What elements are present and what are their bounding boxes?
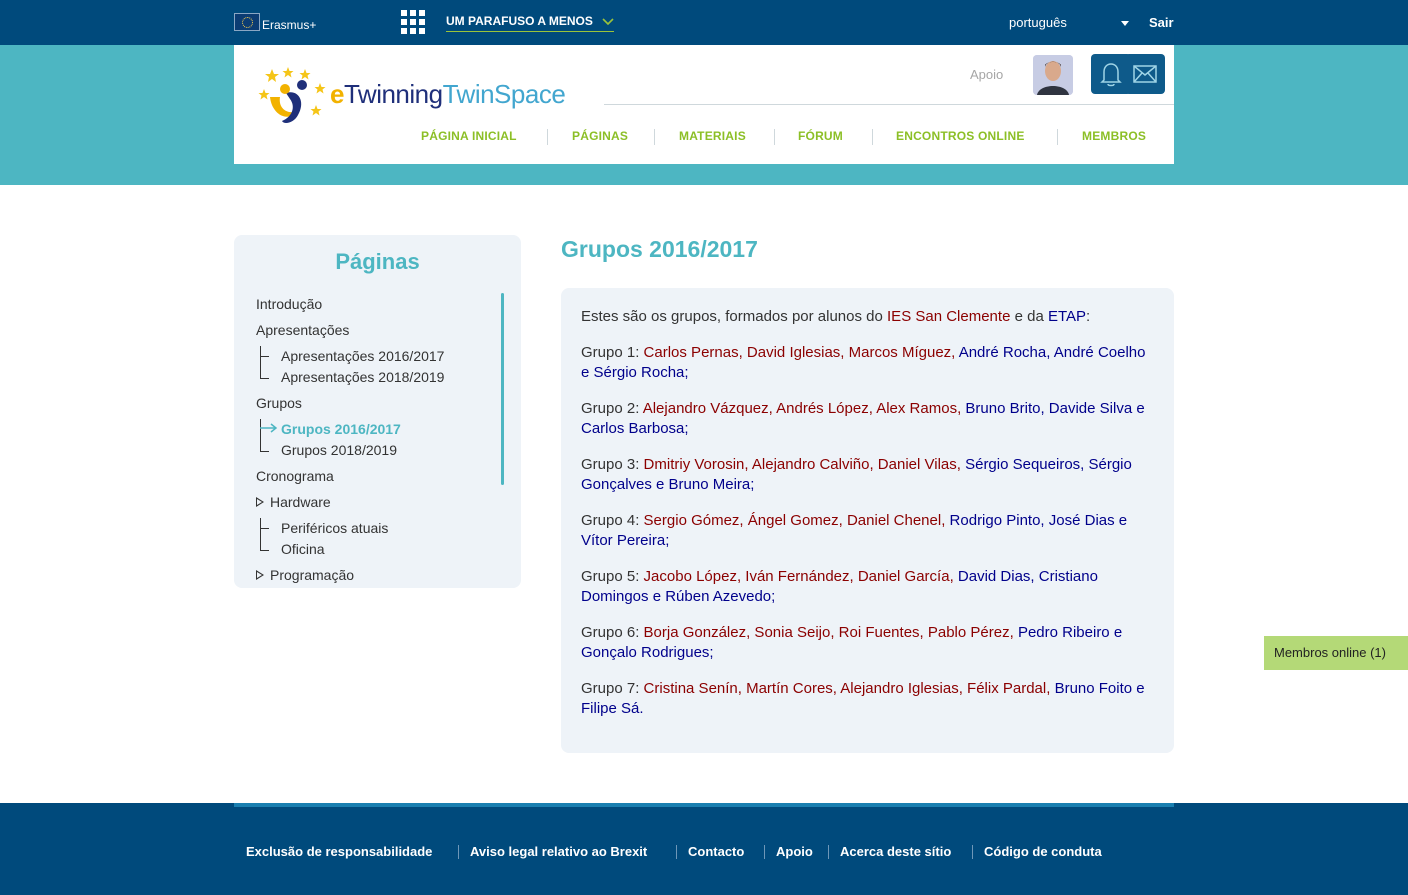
footer-separator (972, 845, 973, 859)
group-paragraph: Grupo 3: Dmitriy Vorosin, Alejandro Calviño, Daniel Vilas, Sérgio Sequeiros, Sérgio Gonçalves e Bruno Meira; (581, 456, 1132, 493)
expand-triangle-icon (256, 570, 264, 580)
group-label: Grupo 4: (581, 512, 644, 529)
footer-about-link[interactable]: Acerca deste sítio (840, 844, 952, 859)
footer-brexit-link[interactable]: Aviso legal relativo ao Brexit (470, 844, 648, 859)
group-portugal-names: Bruno Foito e Filipe Sá. (581, 680, 1145, 717)
sidebar-item-apresentacoes-2016[interactable]: Apresentações 2016/2017 (281, 348, 445, 364)
sidebar-item-perifericos[interactable]: Periféricos atuais (281, 520, 389, 536)
footer-support-link[interactable]: Apoio (776, 844, 813, 859)
arrow-right-icon (260, 423, 278, 433)
mail-icon (1125, 54, 1165, 94)
group-portugal-names: Rodrigo Pinto, José Dias e Vítor Pereira; (581, 512, 1128, 549)
group-portugal-names: David Dias, Cristiano Domingos e Rúben Azevedo; (581, 568, 1098, 605)
project-selector[interactable] (446, 14, 614, 32)
group-spain-names: Borja González, Sonia Seijo, Roi Fuentes, Pablo Pérez (643, 624, 1010, 641)
header (234, 45, 1174, 164)
nav-separator (547, 129, 548, 145)
intro-text: : (1086, 308, 1091, 325)
nav-forum[interactable]: FÓRUM (798, 129, 843, 143)
group-paragraph: Grupo 7: Cristina Senín, Martín Cores, Alejandro Iglesias, Félix Pardal, Bruno Foito e Filipe Sá. (581, 680, 1145, 717)
sidebar-item-hardware[interactable] (256, 494, 331, 510)
sidebar-scrollbar[interactable] (501, 293, 504, 485)
footer-separator (828, 845, 829, 859)
main-nav (234, 129, 1174, 149)
logo-text (330, 79, 565, 110)
apps-grid-icon[interactable] (401, 10, 425, 34)
sidebar-item-programacao[interactable] (256, 567, 354, 583)
nav-materials[interactable]: MATERIAIS (679, 129, 746, 143)
intro-text: Estes são os grupos, formados por alunos do (581, 308, 888, 325)
sidebar-item-apresentacoes-2018[interactable]: Apresentações 2018/2019 (281, 369, 445, 385)
group-paragraph: Grupo 5: Jacobo López, Iván Fernández, Daniel García, David Dias, Cristiano Domingos e Rúben Azevedo; (581, 568, 1098, 605)
content-panel (561, 288, 1174, 753)
tree-line (260, 518, 261, 551)
group-spain-names: Jacobo López, Iván Fernández, Daniel García (643, 568, 950, 585)
footer-disclaimer-link[interactable]: Exclusão de responsabilidade (246, 844, 433, 859)
group-paragraph: Grupo 1: Carlos Pernas, David Iglesias, Marcos Míguez, André Rocha, André Coelho e Sérgio Rocha; (581, 344, 1146, 381)
group-label: Grupo 1: (581, 344, 644, 361)
school-etap: ETAP (1047, 308, 1087, 325)
intro-text: e da (1010, 308, 1048, 325)
group-label: Grupo 7: (581, 680, 644, 697)
group-paragraph: Grupo 4: Sergio Gómez, Ángel Gomez, Daniel Chenel, Rodrigo Pinto, José Dias e Vítor Pereira; (581, 512, 1128, 549)
group-spain-names: Carlos Pernas, David Iglesias, Marcos Míguez (643, 344, 952, 361)
sidebar-item-grupos-2016[interactable]: Grupos 2016/2017 (281, 421, 401, 437)
group-portugal-names: Sérgio Sequeiros, Sérgio Gonçalves e Bruno Meira; (581, 456, 1132, 493)
footer-separator (764, 845, 765, 859)
group-spain-names: Sergio Gómez, Ángel Gomez, Daniel Chenel (643, 512, 942, 529)
group-portugal-names: André Rocha, André Coelho e Sérgio Rocha; (581, 344, 1146, 381)
group-spain-names: Dmitriy Vorosin, Alejandro Calviño, Daniel Vilas (643, 456, 957, 473)
tree-line (260, 346, 261, 379)
group-spain-names: Alejandro Vázquez, Andrés López, Alex Ramos (642, 400, 958, 417)
chevron-down-icon (602, 18, 614, 26)
intro-paragraph (581, 307, 1156, 327)
tree-line (260, 528, 269, 529)
messages-button[interactable] (1125, 54, 1165, 94)
group-paragraph: Grupo 6: Borja González, Sonia Seijo, Roi Fuentes, Pablo Pérez, Pedro Ribeiro e Gonçalo Rodrigues; (581, 624, 1123, 661)
group-label: Grupo 6: (581, 624, 644, 641)
footer-separator (676, 845, 677, 859)
page-title: Grupos 2016/2017 (561, 236, 758, 262)
nav-members[interactable]: MEMBROS (1082, 129, 1147, 143)
divider (604, 104, 1174, 105)
logo-e: e (330, 79, 344, 109)
footer (0, 803, 1408, 895)
group-label: Grupo 2: (581, 400, 643, 417)
group-portugal-names: Bruno Brito, Davide Silva e Carlos Barbosa; (581, 400, 1145, 437)
nav-online-meetings[interactable]: ENCONTROS ONLINE (896, 129, 1025, 143)
nav-separator (774, 129, 775, 145)
group-paragraph: Grupo 2: Alejandro Vázquez, Andrés López, Alex Ramos, Bruno Brito, Davide Silva e Carlos Barbosa; (581, 400, 1145, 437)
sidebar-item-label: Hardware (270, 494, 331, 510)
logo-twinspace: TwinSpace (442, 79, 566, 109)
nav-separator (654, 129, 655, 145)
group-label: Grupo 3: (581, 456, 644, 473)
tree-line (260, 378, 269, 379)
nav-home[interactable]: PÁGINA INICIAL (421, 129, 517, 143)
language-select[interactable]: português (1009, 15, 1067, 30)
caret-down-icon (1121, 21, 1129, 26)
avatar-icon (1033, 55, 1073, 95)
footer-accent (234, 803, 1174, 807)
sidebar-item-apresentacoes[interactable]: Apresentações (256, 322, 350, 338)
nav-separator (1057, 129, 1058, 145)
erasmus-label: Erasmus+ (262, 18, 317, 32)
sidebar-item-introducao[interactable]: Introdução (256, 296, 323, 312)
sidebar-item-oficina[interactable]: Oficina (281, 541, 325, 557)
group-portugal-names: Pedro Ribeiro e Gonçalo Rodrigues; (581, 624, 1123, 661)
pages-sidebar (234, 235, 521, 588)
tree-line (260, 550, 269, 551)
footer-contact-link[interactable]: Contacto (688, 844, 745, 859)
eu-flag-icon (234, 13, 260, 31)
top-bar (0, 0, 1408, 45)
nav-separator (872, 129, 873, 145)
group-label: Grupo 5: (581, 568, 644, 585)
sidebar-item-grupos-2018[interactable]: Grupos 2018/2019 (281, 442, 397, 458)
content-body (581, 307, 1156, 735)
user-avatar[interactable] (1033, 55, 1073, 95)
school-ies-san-clemente: IES San Clemente (887, 308, 1011, 325)
footer-separator (458, 845, 459, 859)
footer-code-of-conduct-link[interactable]: Código de conduta (984, 844, 1102, 859)
tree-line (260, 356, 269, 357)
expand-triangle-icon (256, 497, 264, 507)
online-members-tab[interactable]: Membros online (1) (1264, 636, 1408, 670)
nav-pages[interactable]: PÁGINAS (572, 129, 629, 143)
group-spain-names: Cristina Senín, Martín Cores, Alejandro Iglesias, Félix Pardal (643, 680, 1047, 697)
tree-line (260, 451, 269, 452)
sidebar-item-label: Programação (270, 567, 355, 583)
project-title: UM PARAFUSO A MENOS (446, 14, 593, 28)
support-link[interactable]: Apoio (970, 67, 1004, 82)
sidebar-item-grupos[interactable]: Grupos (256, 395, 302, 411)
logo-twinning: Twinning (343, 79, 443, 109)
sidebar-item-cronograma[interactable]: Cronograma (256, 468, 334, 484)
sidebar-title: Páginas (335, 249, 420, 274)
logout-link[interactable]: Sair (1149, 15, 1174, 30)
